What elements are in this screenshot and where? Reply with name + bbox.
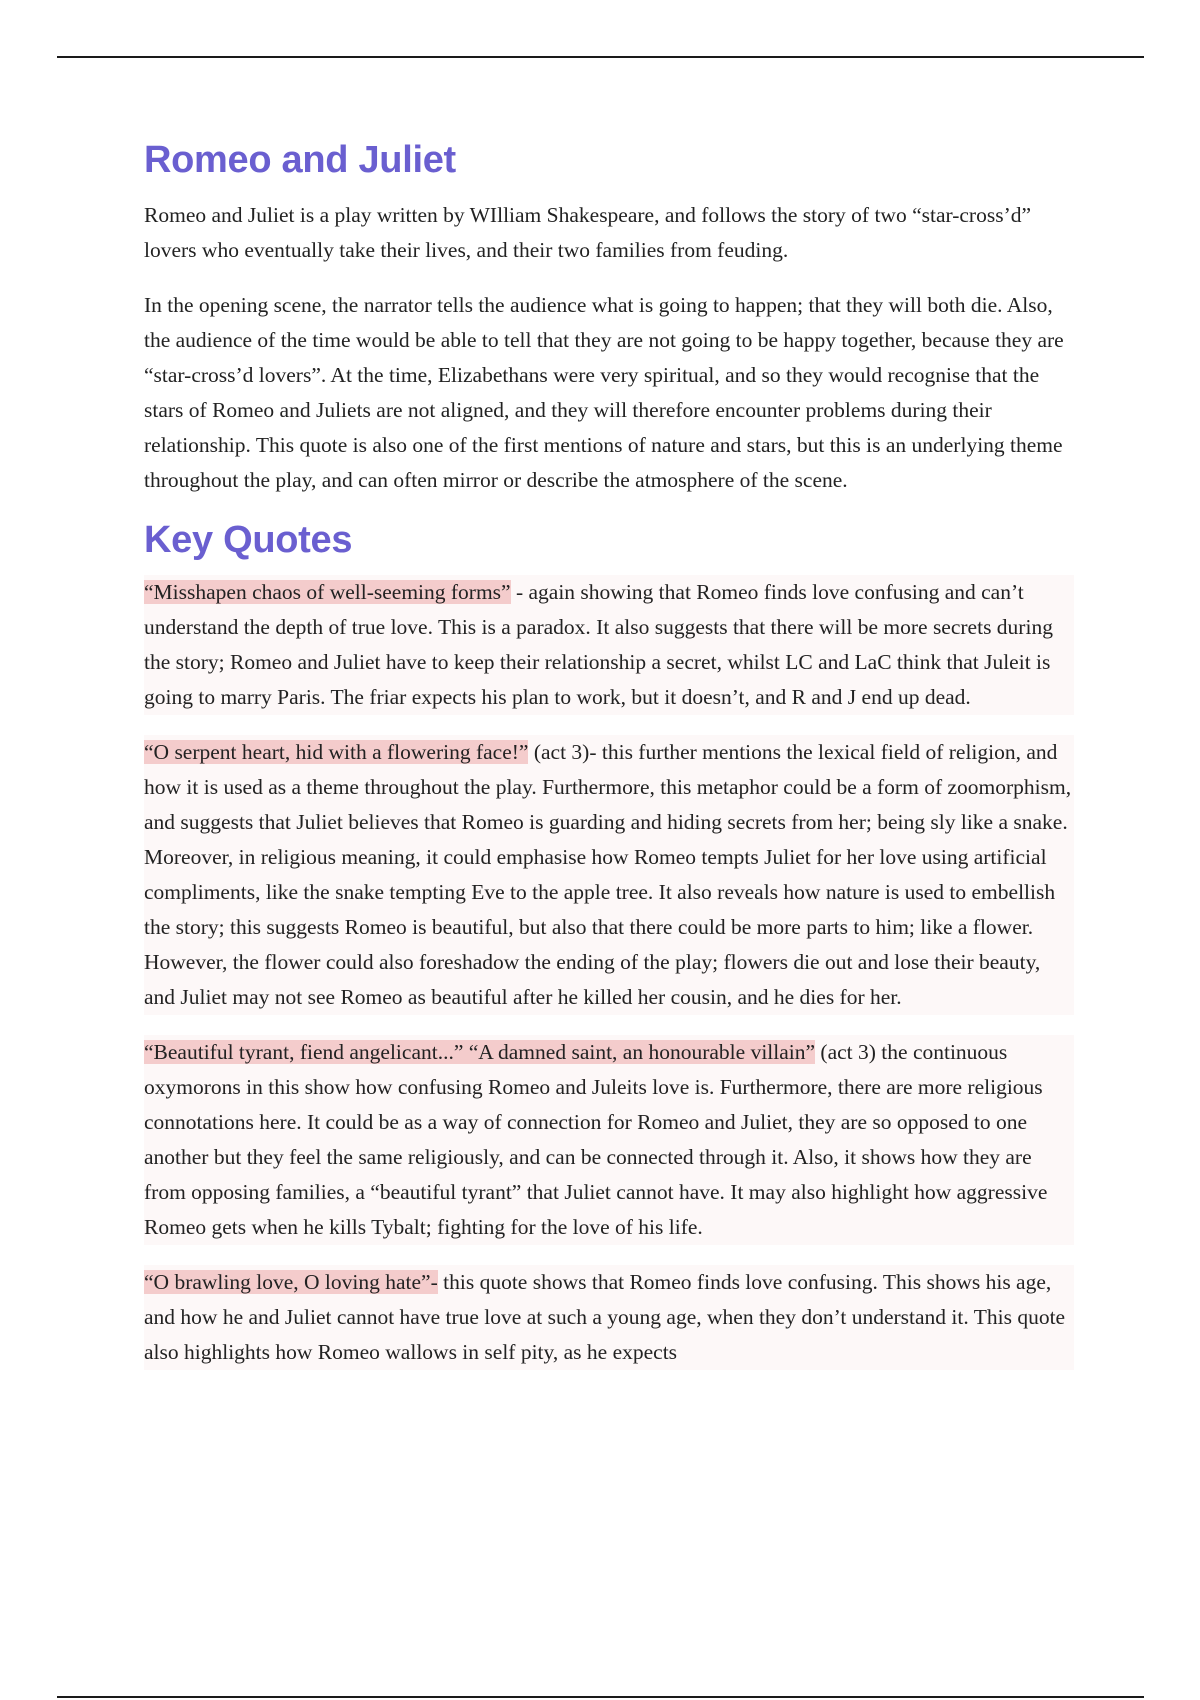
intro-paragraph-1: Romeo and Juliet is a play written by WIlliam Shakespeare, and follows the story of two “star-cross’d” lovers who eventually take their lives, and their two families from feuding. [144, 202, 1032, 262]
document-title: Romeo and Juliet [144, 139, 456, 181]
quote-analysis: (act 3)- this further mentions the lexical field of religion, and how it is used as a theme throughout the play. Furthermore, this metaphor could be a form of zoomorphism, and suggests that Juliet believes that Romeo is guarding and hiding secrets from her; being sly like a snake. Moreover, in religious meaning, it could emphasise how Romeo tempts Juliet for her love using artificial compliments, like the snake tempting Eve to the apple tree. It also reveals how nature is used to embellish the story; this suggests Romeo is beautiful, but also that there could be more parts to him; like a flower. However, the flower could also foreshadow the ending of the play; flowers die out and lose their beauty, and Juliet may not see Romeo as beautiful after he killed her cousin, and he dies for her. [144, 740, 1072, 1010]
quote-analysis: this quote shows that Romeo finds love confusing. This shows his age, and how he and Juliet cannot have true love at such a young age, when they don’t understand it. This quote also highlights how Romeo wallows in self pity, as he expects [144, 1270, 1066, 1365]
section-title-key-quotes: Key Quotes [144, 518, 353, 561]
quote-paragraph-4 [144, 1265, 1074, 1370]
highlighted-quote: “Misshapen chaos of well-seeming forms” [144, 580, 511, 605]
quote-paragraph-2 [144, 735, 1074, 1015]
quote-analysis: - again showing that Romeo finds love confusing and can’t understand the depth of true love. This is a paradox. It also suggests that there will be more secrets during the story; Romeo and Juliet have to keep their relationship a secret, whilst LC and LaC think that Juleit is going to marry Paris. The friar expects his plan to work, but it doesn’t, and R and J end up dead. [144, 580, 1053, 710]
bottom-rule [57, 1696, 1144, 1698]
intro-paragraph-2: In the opening scene, the narrator tells the audience what is going to happen; that they will both die. Also, the audience of the time would be able to tell that they are not going to be happy together, because they are “star-cross’d lovers”. At the time, Elizabethans were very spiritual, and so they would recognise that the stars of Romeo and Juliets are not aligned, and they will therefore encounter problems during their relationship. This quote is also one of the first mentions of nature and stars, but this is an underlying theme throughout the play, and can often mirror or describe the atmosphere of the scene. [144, 292, 1064, 492]
quote-analysis: (act 3) the continuous oxymorons in this show how confusing Romeo and Juleits love is. Furthermore, there are more religious connotations here. It could be as a way of connection for Romeo and Juliet, they are so opposed to one another but they feel the same religiously, and can be connected through it. Also, it shows how they are from opposing families, a “beautiful tyrant” that Juliet cannot have. It may also highlight how aggressive Romeo gets when he kills Tybalt; fighting for the love of his life. [144, 1040, 1048, 1240]
top-rule [57, 56, 1144, 58]
document-body [144, 138, 1074, 1390]
highlighted-quote: “Beautiful tyrant, fiend angelicant...” “A damned saint, an honourable villain” [144, 1040, 816, 1065]
quote-paragraph-1 [144, 575, 1074, 715]
highlighted-quote: “O brawling love, O loving hate”- [144, 1270, 438, 1295]
quote-paragraph-3 [144, 1035, 1074, 1245]
highlighted-quote: “O serpent heart, hid with a flowering face!” [144, 740, 529, 765]
